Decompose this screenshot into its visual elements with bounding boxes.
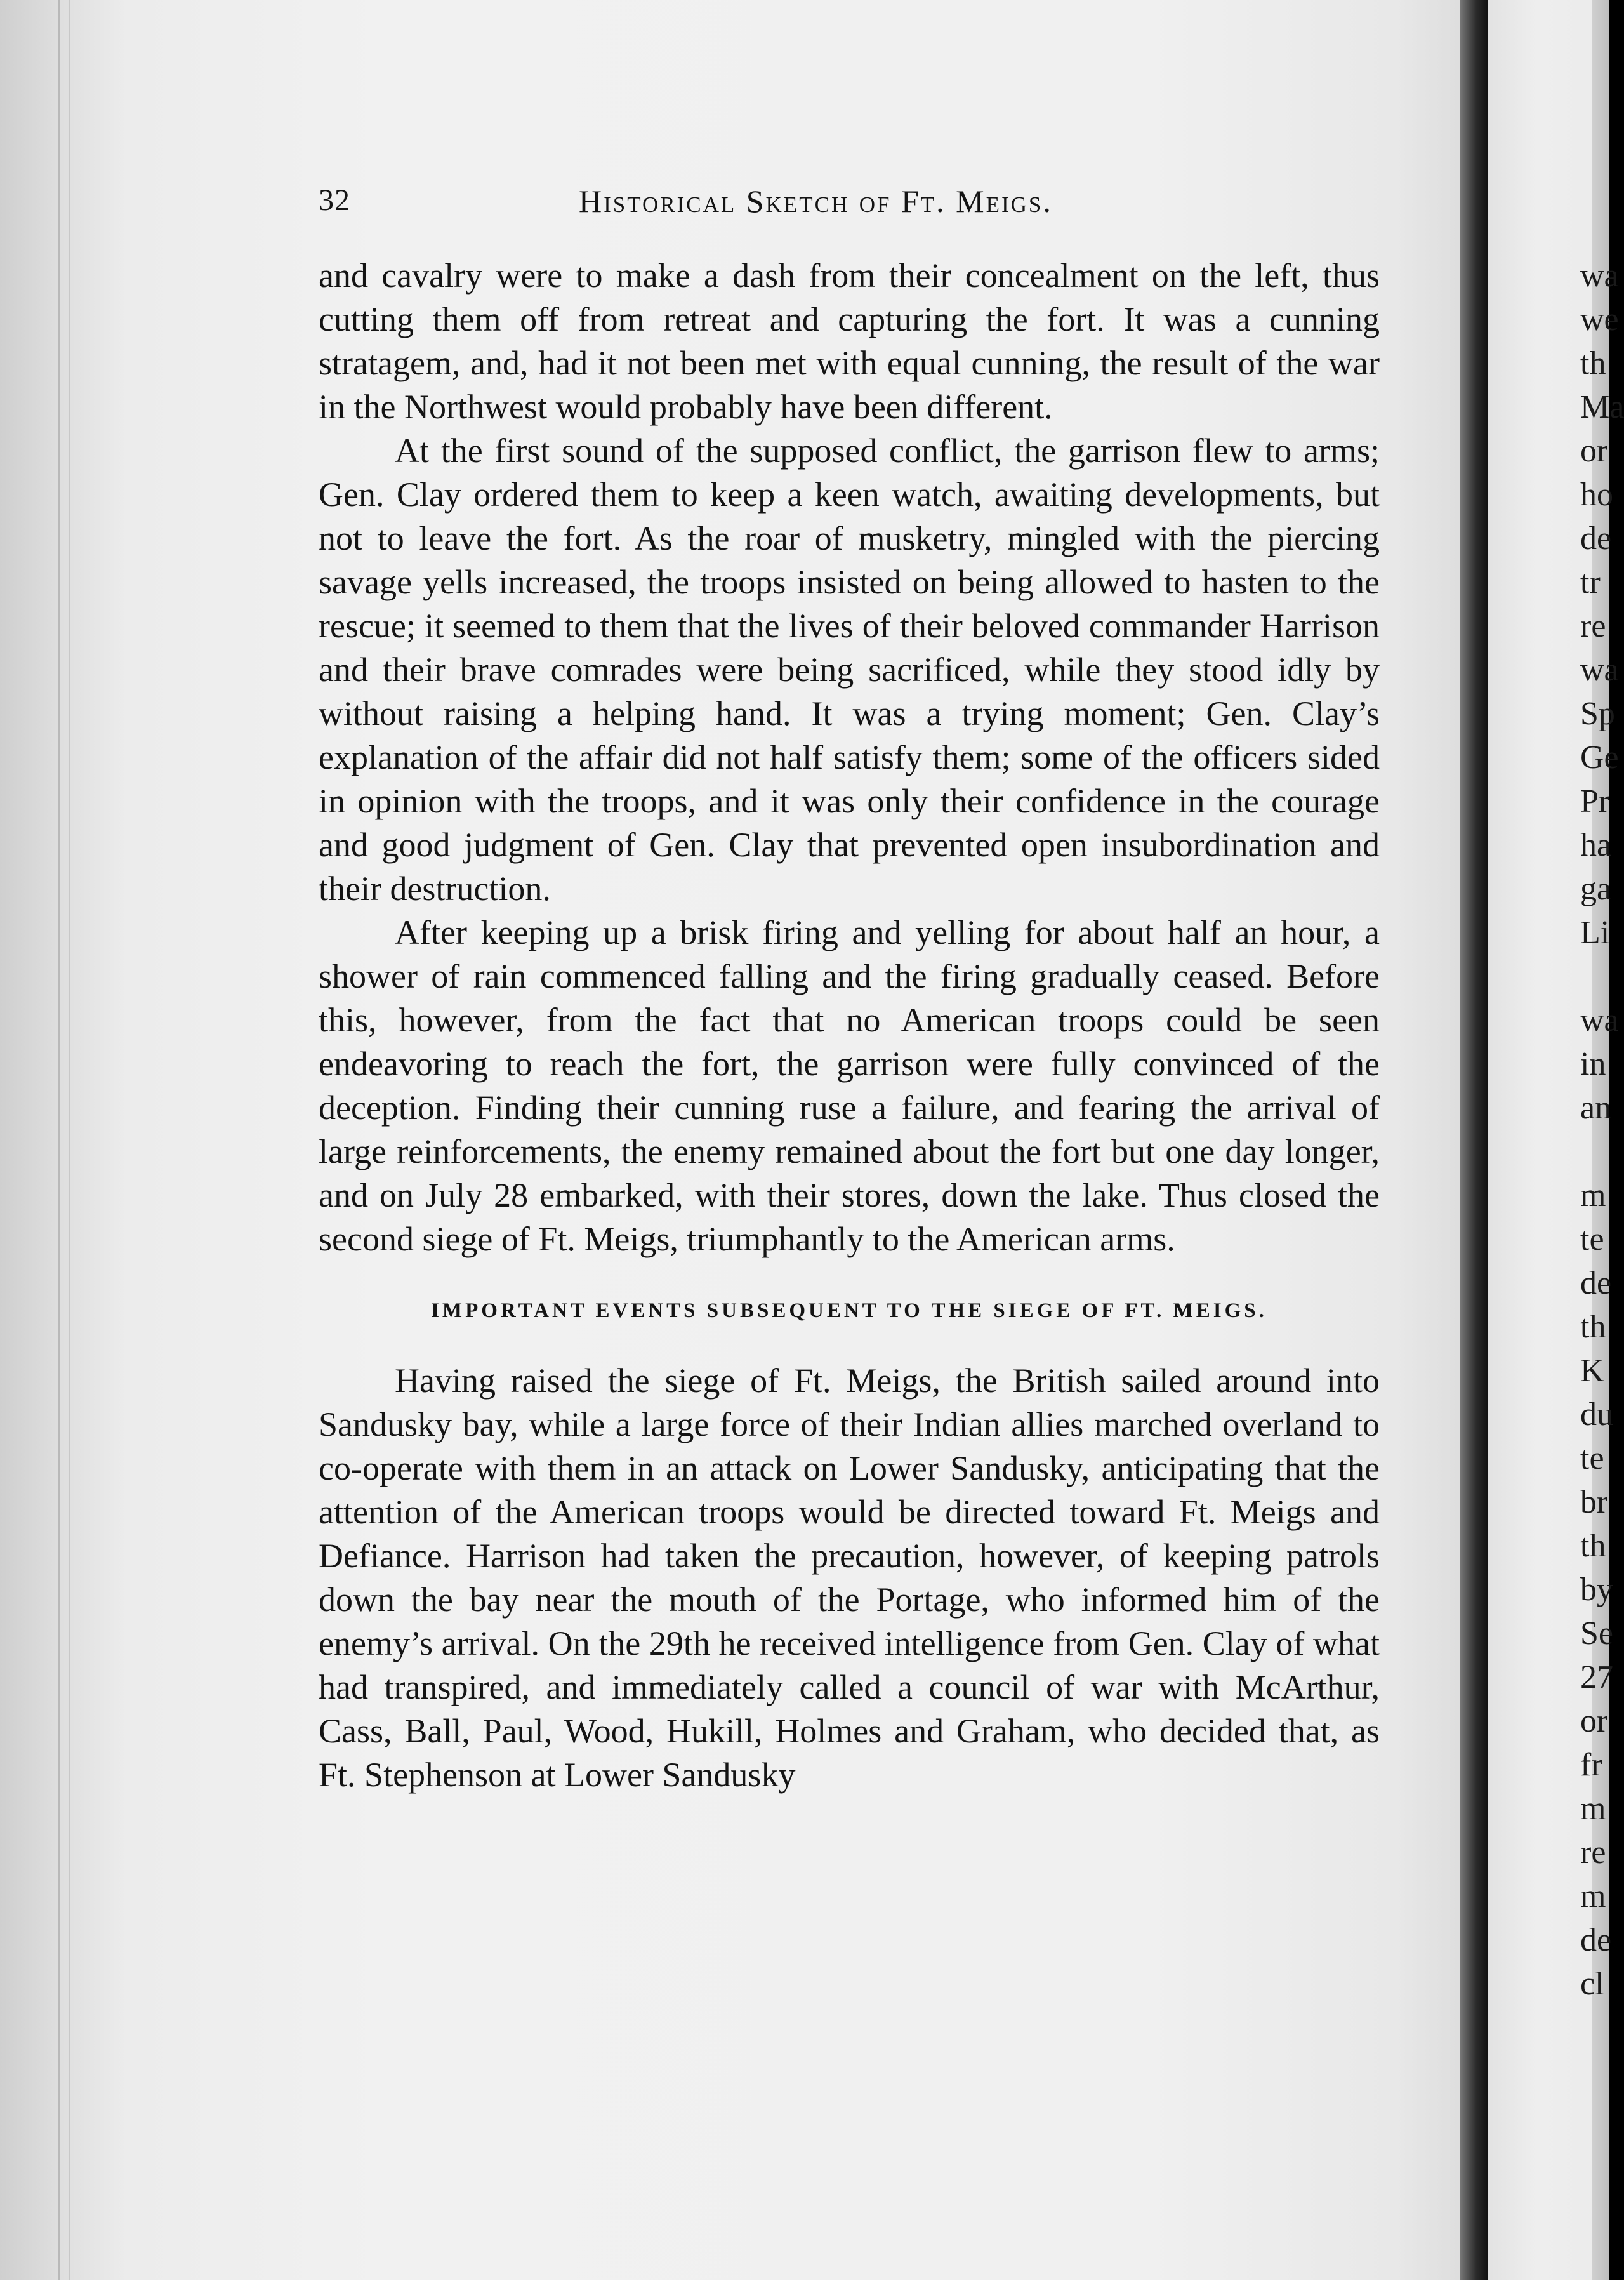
facing-page-fragment (1580, 955, 1611, 998)
facing-page-fragment: th (1580, 1528, 1606, 1564)
book-gutter (1460, 0, 1488, 2280)
facing-page-fragment: Sp (1580, 696, 1615, 732)
section-paragraph-1: Having raised the siege of Ft. Meigs, the British sailed around into Sandusky bay, while a large force of their Indian allies marched overland to co-operate with them in an attack on Lower Sandusky, anticipating that the attention of the American troops would be directed toward Ft. Meigs and Defiance. Harrison had taken the precaution, however, of keeping patrols down the bay near the mouth of the Portage, who informed him of the enemy’s arrival. On the 29th he received intelligence from Gen. Clay of what had transpired, and immediately called a council of war with McArthur, Cass, Ball, Paul, Wood, Hukill, Holmes and Graham, who decided that, as Ft. Stephenson at Lower Sandusky (319, 1362, 1380, 1794)
facing-page-fragment: or (1580, 433, 1608, 469)
facing-page-fragment: cl (1580, 1966, 1604, 2002)
facing-page-fragment: wa (1580, 1002, 1619, 1038)
facing-page-fragment: an (1580, 1090, 1612, 1126)
facing-page-fragment: th (1580, 1309, 1606, 1345)
facing-page-fragment: or (1580, 1703, 1608, 1739)
facing-page-fragment: wa (1580, 652, 1619, 688)
facing-page-fragment: ga (1580, 871, 1612, 907)
facing-page-fragment: th (1580, 345, 1606, 381)
facing-page-fragment: wa (1580, 258, 1619, 294)
facing-page-fragment: Ge (1580, 739, 1619, 776)
facing-page-fragment: m (1580, 1791, 1606, 1827)
facing-page-fragment: by (1580, 1572, 1613, 1608)
facing-page-fragment: re (1580, 608, 1606, 644)
paragraph-3: After keeping up a brisk firing and yelling for about half an hour, a shower of rain commenced falling and the firing gradually ceased. Before this, however, from the fact that no American troops could be seen endeavoring to reach the fort, the garrison were fully convinced of the deception. Finding their cunning ruse a failure, and fearing the arrival of large reinforcements, the enemy remained about the fort but one day longer, and on July 28 embarked, with their stores, down the lake. Thus closed the second siege of Ft. Meigs, triumphantly to the American arms. (319, 913, 1380, 1258)
facing-page-fragment: ha (1580, 827, 1612, 863)
facing-page-fragment: de (1580, 520, 1612, 557)
facing-page-fragment: de (1580, 1265, 1612, 1301)
facing-page-fragment: fr (1580, 1747, 1602, 1783)
facing-page-fragment: ho (1580, 477, 1613, 513)
facing-page-fragment: in (1580, 1046, 1606, 1082)
facing-page-fragment: Se (1580, 1615, 1613, 1652)
page-body (319, 254, 1380, 1797)
facing-page-fragment: Pr (1580, 783, 1610, 819)
facing-page-text (1580, 254, 1624, 2006)
paragraph-1: and cavalry were to make a dash from their concealment on the left, thus cutting them off from retreat and capturing the fort. It was a cunning stratagem, and, had it not been met with equal cunning, the result of the war in the Northwest would probably have been different. (319, 256, 1380, 426)
facing-page-fragment: de (1580, 1922, 1612, 1958)
facing-page-fragment (1580, 1130, 1611, 1174)
facing-page-fragment: K (1580, 1353, 1604, 1389)
facing-page-fragment: te (1580, 1440, 1604, 1476)
facing-page-fragment: m (1580, 1177, 1606, 1214)
facing-page-fragment: 27 (1580, 1659, 1613, 1695)
facing-page-fragment: m (1580, 1878, 1606, 1914)
page-number: 32 (319, 183, 350, 217)
facing-page-fragment: tr (1580, 564, 1601, 600)
facing-page-fragment: we (1580, 302, 1619, 338)
facing-page-fragment: Li (1580, 915, 1610, 951)
page-edge (58, 0, 70, 2280)
facing-page-fragment: du (1580, 1396, 1613, 1433)
section-heading: IMPORTANT EVENTS SUBSEQUENT TO THE SIEGE OF FT. MEIGS. (431, 1299, 1267, 1322)
facing-page-fragment: Ma (1580, 389, 1624, 425)
running-title: Historical Sketch of Ft. Meigs. (579, 183, 1053, 219)
facing-page-fragment: te (1580, 1221, 1604, 1257)
facing-page-fragment: re (1580, 1834, 1606, 1871)
facing-page-fragment: br (1580, 1484, 1608, 1520)
paragraph-2: At the first sound of the supposed conflict, the garrison flew to arms; Gen. Clay ordered them to keep a keen watch, awaiting developments, but not to leave the fort. As the roar of musketry, mingled with the piercing savage yells increased, the troops insisted on being allowed to hasten to the rescue; it seemed to them that the lives of their beloved commander Harrison and their brave comrades were being sacrificed, while they stood idly by without raising a helping hand. It was a trying moment; Gen. Clay’s explanation of the affair did not half satisfy them; some of the officers sided in opinion with the troops, and it was only their confidence in the courage and good judgment of Gen. Clay that prevented open insubordination and their destruction. (319, 432, 1380, 908)
page-header (319, 183, 1380, 227)
